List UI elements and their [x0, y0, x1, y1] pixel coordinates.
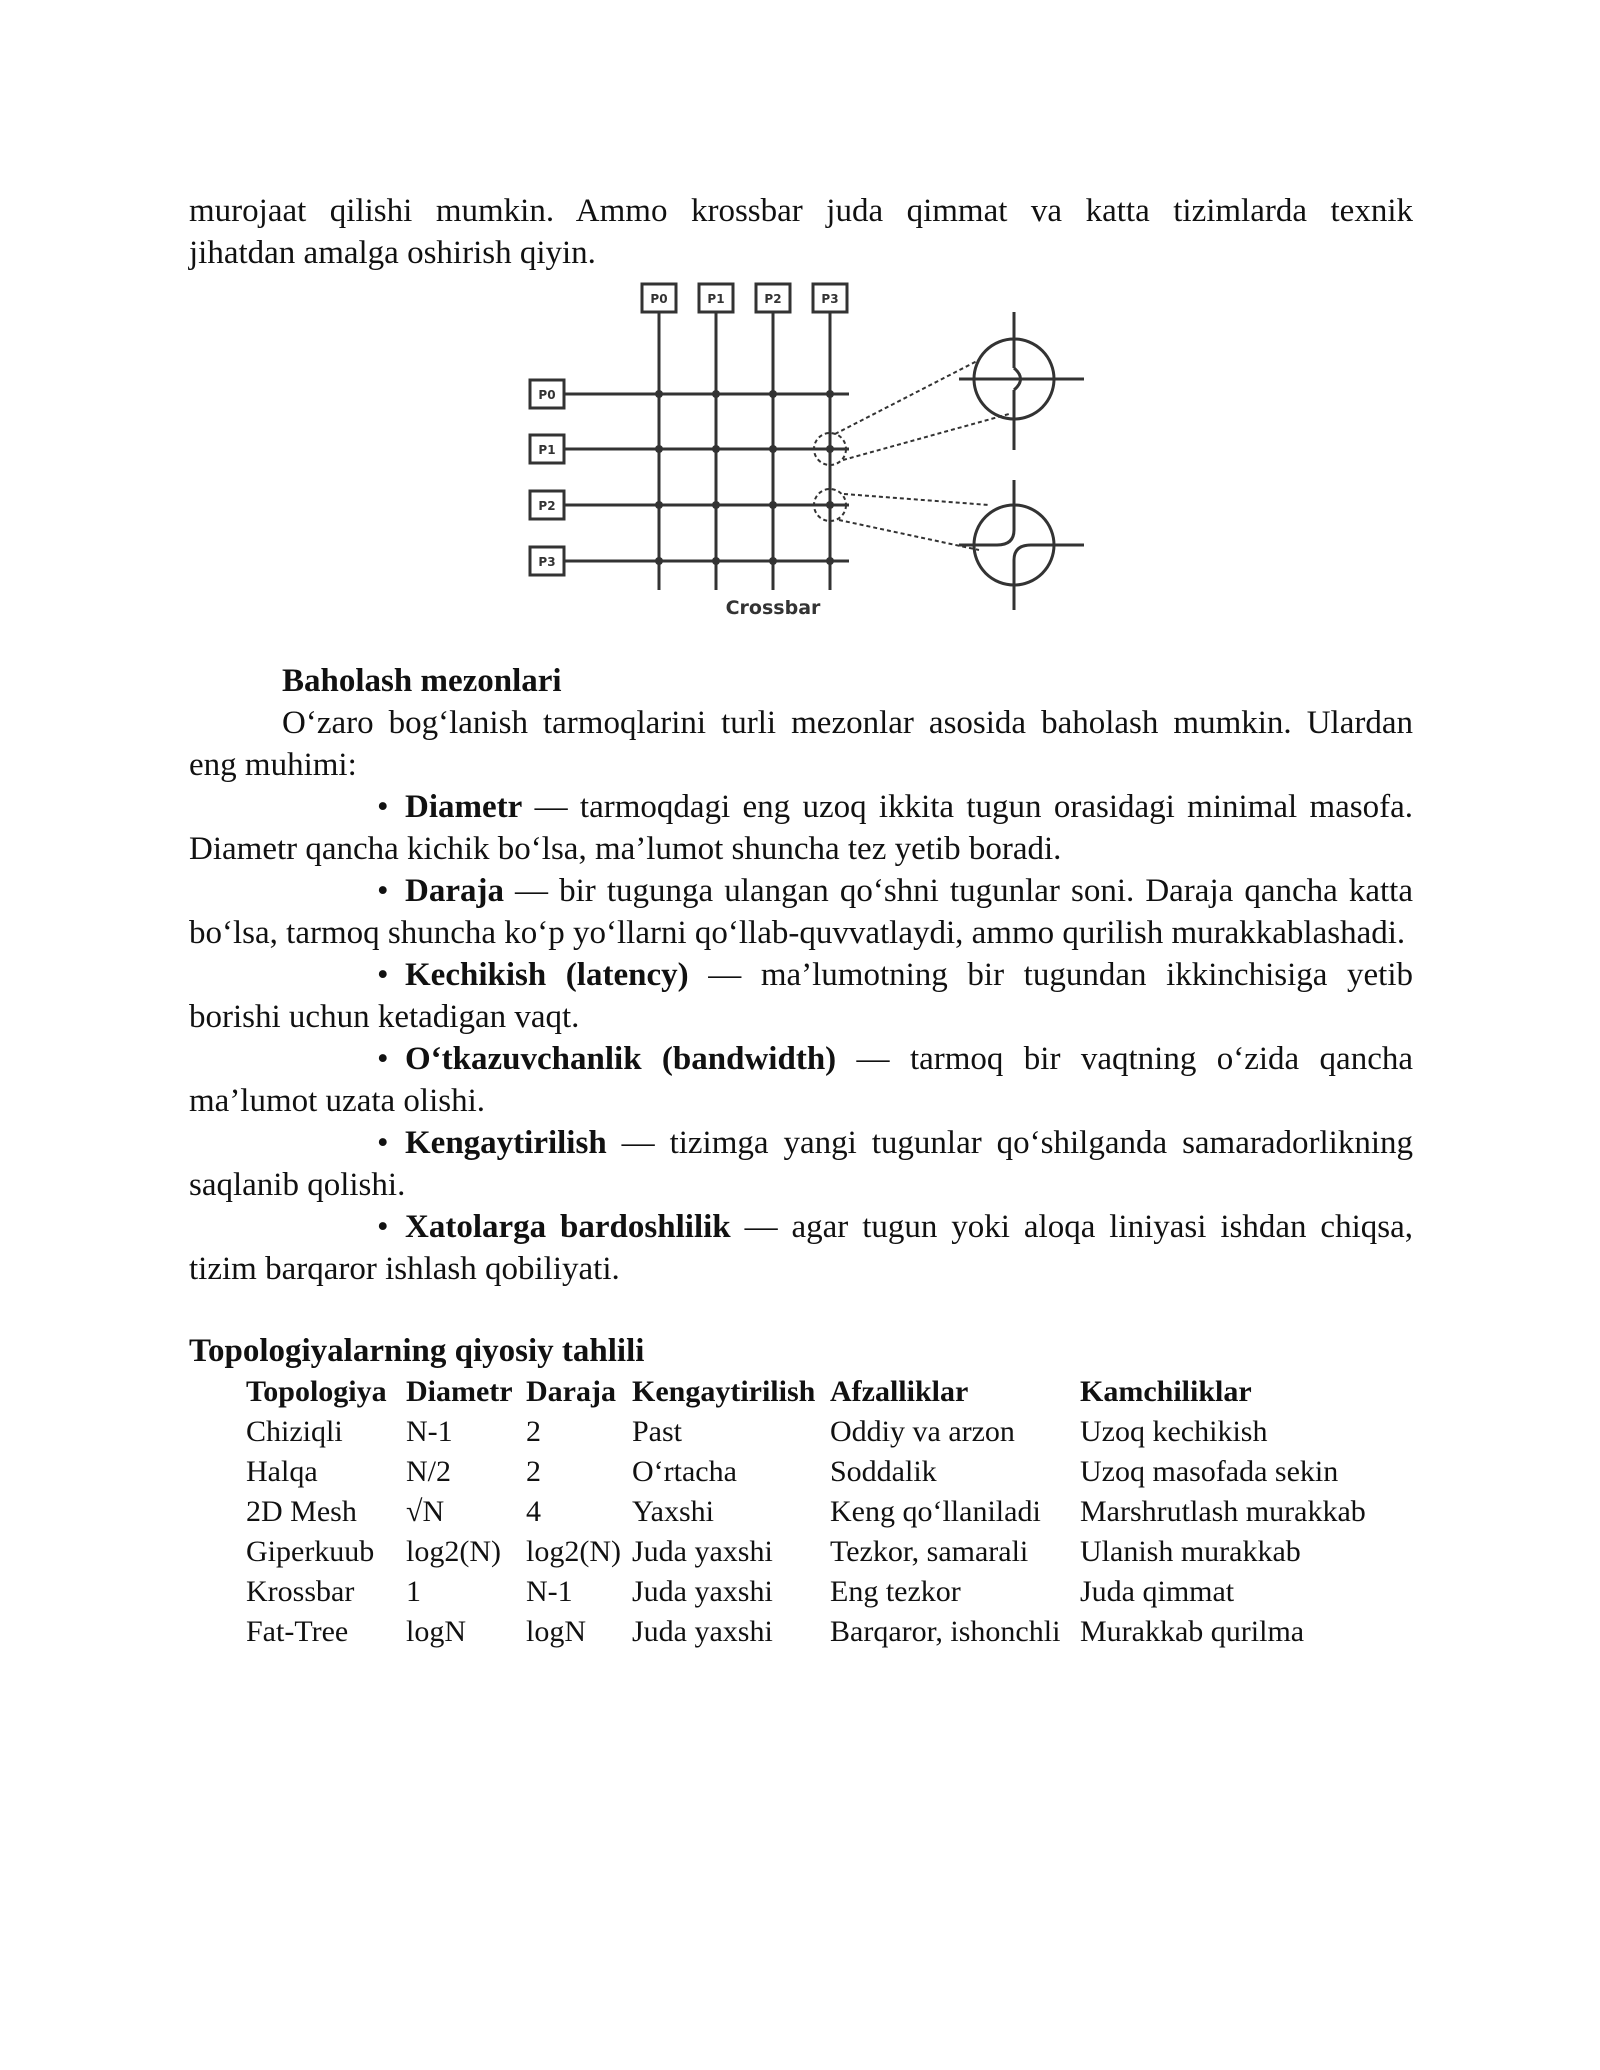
table-cell: O‘rtacha: [632, 1455, 737, 1488]
table-cell: logN: [526, 1615, 586, 1648]
bullet-item: [189, 786, 1413, 870]
table-cell: Murakkab qurilma: [1080, 1615, 1305, 1648]
table-cell: Juda yaxshi: [632, 1535, 773, 1568]
table-row: [246, 1612, 1388, 1652]
comparison-table: [246, 1372, 1388, 1652]
bullet-dot: •: [377, 789, 389, 825]
table-cell: N-1: [406, 1415, 453, 1448]
intro-line-1: murojaat qilishi mumkin. Ammo krossbar juda qimmat va katta tizimlarda texnik: [189, 193, 1413, 229]
bullet-text: — tarmoq bir vaqtning o‘zida qancha ma’lumot uzata olishi.: [189, 1041, 1413, 1119]
table-row: [246, 1492, 1388, 1532]
table-row: [246, 1412, 1388, 1452]
table-row: [246, 1532, 1388, 1572]
bullet-item: [189, 1206, 1413, 1290]
table-cell: Barqaror, ishonchli: [830, 1615, 1061, 1648]
dotted-link-2b: [839, 520, 979, 550]
bullet-dot: •: [377, 873, 389, 909]
bullet-text: — bir tugunga ulangan qo‘shni tugunlar soni. Daraja qancha katta bo‘lsa, tarmoq shuncha ko‘p yo‘llarni qo‘llab-quvvatlaydi, ammo qurilish murakkablashadi.: [189, 873, 1413, 951]
table-cell: Halqa: [246, 1455, 318, 1488]
table-cell: Soddalik: [830, 1455, 937, 1488]
left-node-label-0: P0: [538, 388, 556, 402]
bullet-term: Kengaytirilish: [405, 1125, 607, 1161]
table-cell: 1: [406, 1575, 421, 1608]
switch-detail-turning: [959, 480, 1084, 610]
table-cell: Juda yaxshi: [632, 1575, 773, 1608]
bullet-dot: •: [377, 957, 389, 993]
left-node-label-1: P1: [538, 443, 556, 457]
column-header: Kamchiliklar: [1080, 1375, 1252, 1408]
column-header: Kengaytirilish: [632, 1375, 816, 1408]
bullet-text: — ma’lumotning bir tugundan ikkinchisiga yetib borishi uchun ketadigan vaqt.: [189, 957, 1413, 1035]
switch-detail-crossing: [959, 312, 1084, 450]
bullet-item: [189, 1038, 1413, 1122]
table-cell: Uzoq kechikish: [1080, 1415, 1268, 1448]
bullet-item: [189, 954, 1413, 1038]
crossbar-diagram: [189, 280, 1413, 620]
bullet-term: Daraja: [405, 873, 504, 909]
bullet-dot: •: [377, 1041, 389, 1077]
left-node-label-3: P3: [538, 555, 556, 569]
bullet-text: — agar tugun yoki aloqa liniyasi ishdan chiqsa, tizim barqaror ishlash qobiliyati.: [189, 1209, 1413, 1287]
bullet-dot: •: [377, 1209, 389, 1245]
column-header: Daraja: [526, 1375, 616, 1408]
table-cell: logN: [406, 1615, 466, 1648]
table-cell: Fat-Tree: [246, 1615, 349, 1648]
table-cell: √N: [406, 1495, 445, 1528]
table-cell: Oddiy va arzon: [830, 1415, 1015, 1448]
bullet-term: Xatolarga bardoshlilik: [405, 1209, 731, 1245]
table-cell: 2: [526, 1415, 541, 1448]
table-cell: Past: [632, 1415, 683, 1448]
crossbar-figure: [189, 280, 1413, 620]
document-page: [189, 190, 1413, 1652]
left-node-label-2: P2: [538, 499, 556, 513]
table-cell: N/2: [406, 1455, 451, 1488]
top-node-label-1: P1: [707, 292, 725, 306]
table-cell: Marshrutlash murakkab: [1080, 1495, 1366, 1528]
table-cell: 2: [526, 1455, 541, 1488]
column-header: Topologiya: [246, 1375, 387, 1408]
bullet-term: O‘tkazuvchanlik (bandwidth): [405, 1041, 837, 1077]
column-header: Afzalliklar: [830, 1375, 969, 1408]
section-heading-baholash: Baholash mezonlari: [282, 663, 562, 699]
table-cell: Giperkuub: [246, 1535, 375, 1568]
table-cell: log2(N): [526, 1535, 621, 1568]
section-intro: O‘zaro bog‘lanish tarmoqlarini turli mezonlar asosida baholash mumkin. Ulardan eng muhimi:: [189, 705, 1413, 783]
top-node-label-0: P0: [650, 292, 668, 306]
bullet-item: [189, 1122, 1413, 1206]
table-cell: 2D Mesh: [246, 1495, 357, 1528]
dotted-link-1a: [835, 360, 979, 434]
dotted-link-1b: [843, 414, 1009, 460]
table-cell: Chiziqli: [246, 1415, 343, 1448]
bullet-dot: •: [377, 1125, 389, 1161]
bullet-term: Kechikish (latency): [405, 957, 689, 993]
dotted-link-2a: [844, 494, 989, 505]
bullet-term: Diametr: [405, 789, 523, 825]
section-heading-tahlil: Topologiyalarning qiyosiy tahlili: [189, 1333, 645, 1369]
table-cell: log2(N): [406, 1535, 501, 1568]
table-cell: Keng qo‘llaniladi: [830, 1495, 1041, 1528]
bullet-text: — tarmoqdagi eng uzoq ikkita tugun orasidagi minimal masofa. Diametr qancha kichik bo‘lsa, ma’lumot shuncha tez yetib boradi.: [189, 789, 1413, 867]
junction-dots: [655, 390, 834, 565]
table-header-row: [246, 1372, 1388, 1412]
table-row: [246, 1572, 1388, 1612]
top-node-label-2: P2: [764, 292, 782, 306]
column-header: Diametr: [406, 1375, 513, 1408]
bullet-item: [189, 870, 1413, 954]
table-row: [246, 1452, 1388, 1492]
table-cell: Juda yaxshi: [632, 1615, 773, 1648]
table-cell: Ulanish murakkab: [1080, 1535, 1301, 1568]
table-cell: Uzoq masofada sekin: [1080, 1455, 1339, 1488]
figure-caption: Crossbar: [725, 597, 821, 619]
table-cell: Eng tezkor: [830, 1575, 961, 1608]
table-cell: N-1: [526, 1575, 573, 1608]
table-cell: Juda qimmat: [1080, 1575, 1235, 1608]
table-cell: Tezkor, samarali: [830, 1535, 1029, 1568]
table-cell: 4: [526, 1495, 541, 1528]
intro-line-2: jihatdan amalga oshirish qiyin.: [189, 235, 596, 271]
top-node-label-3: P3: [821, 292, 839, 306]
bullet-text: — tizimga yangi tugunlar qo‘shilganda samaradorlikning saqlanib qolishi.: [189, 1125, 1413, 1203]
table-cell: Krossbar: [246, 1575, 355, 1608]
table-cell: Yaxshi: [632, 1495, 714, 1528]
